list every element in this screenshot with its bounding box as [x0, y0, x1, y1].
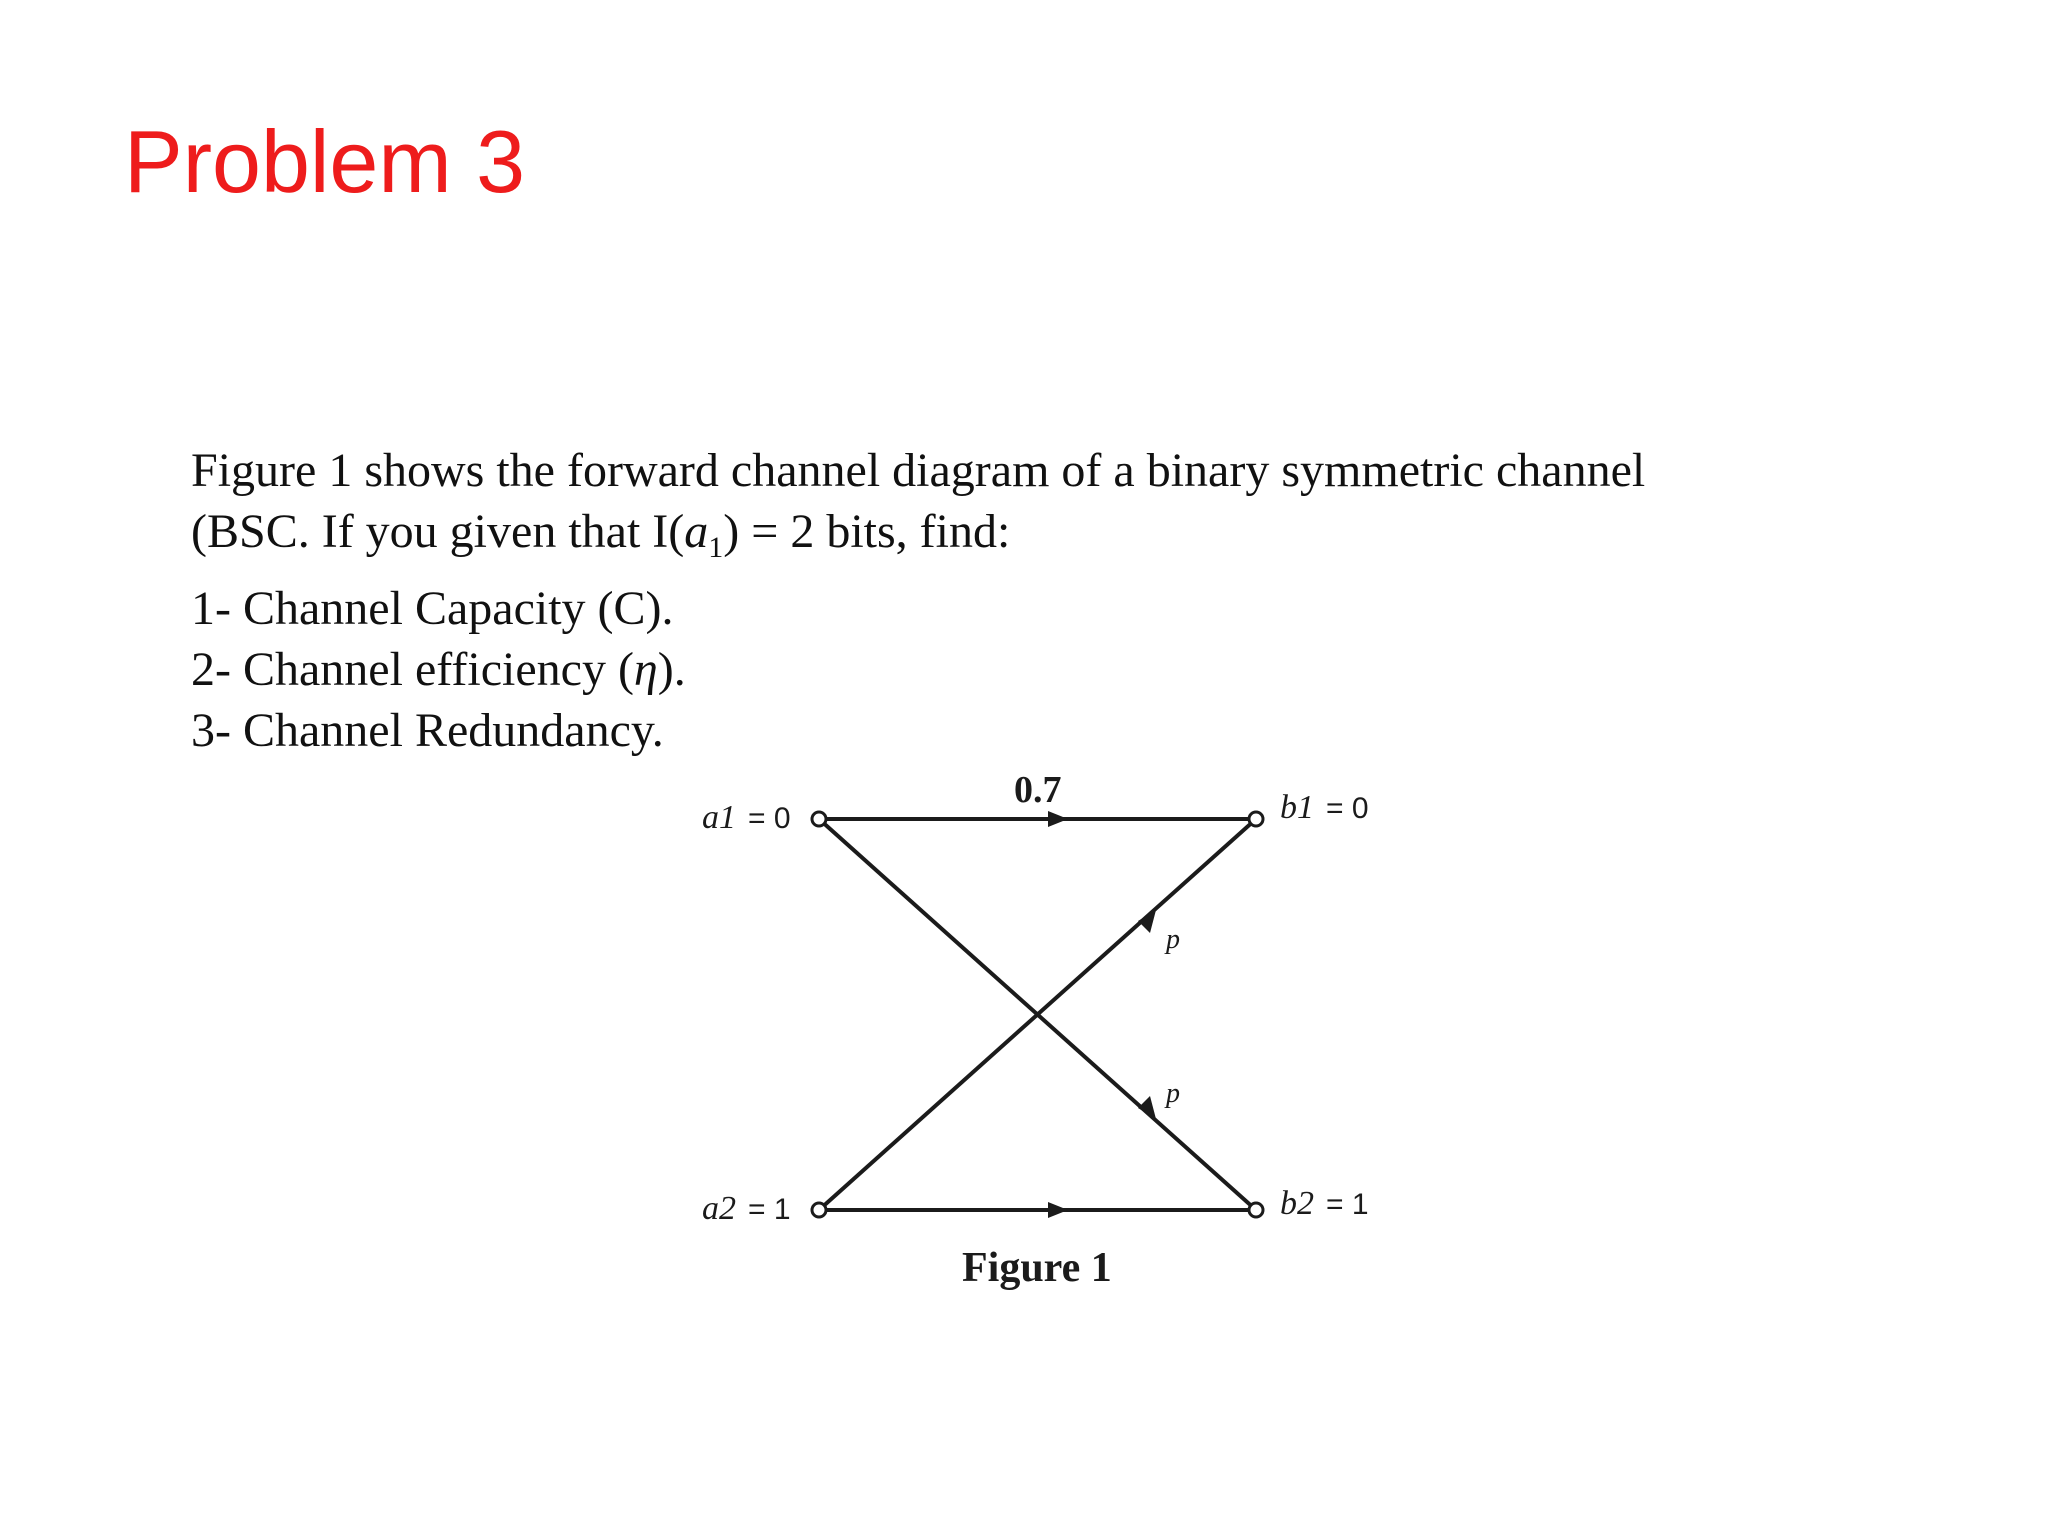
transition-prob-cross-down: p: [1166, 1078, 1180, 1109]
value-b1: = 0: [1326, 792, 1369, 825]
transition-prob-top: 0.7: [1014, 769, 1062, 811]
arrow-top-icon: [1048, 811, 1068, 827]
transition-prob-cross-up: p: [1166, 924, 1180, 955]
question-item-3: 3- Channel Redundancy.: [191, 704, 664, 757]
variable-subscript: 1: [708, 531, 724, 564]
question-item-1: 1- Channel Capacity (C).: [191, 582, 674, 635]
label-a2: a2: [702, 1190, 736, 1227]
arrow-cross-up-icon: [1138, 910, 1156, 933]
label-b1: b1: [1280, 789, 1314, 826]
node-a1: [812, 812, 826, 826]
question-item-2-suffix: ).: [657, 643, 686, 696]
value-a1: = 0: [748, 802, 791, 835]
label-b2: b2: [1280, 1185, 1314, 1222]
arrow-bottom-icon: [1048, 1202, 1068, 1218]
problem-line-2-suffix: ) = 2 bits, find:: [723, 505, 1011, 558]
value-b2: = 1: [1326, 1188, 1369, 1221]
problem-line-2-prefix: (BSC. If you given that I(: [191, 505, 685, 558]
eta-symbol: η: [633, 643, 658, 696]
problem-line-1: Figure 1 shows the forward channel diagram of a binary symmetric channel: [191, 444, 1646, 497]
slide-title: Problem 3: [124, 112, 526, 211]
question-item-2-prefix: 2- Channel efficiency (: [191, 643, 634, 696]
arrow-cross-down-icon: [1138, 1096, 1156, 1119]
node-b1: [1249, 812, 1263, 826]
label-a1: a1: [702, 799, 736, 836]
node-b2: [1249, 1203, 1263, 1217]
value-a2: = 1: [748, 1193, 791, 1226]
figure-caption: Figure 1: [962, 1245, 1112, 1291]
variable-a: a: [684, 505, 709, 558]
node-a2: [812, 1203, 826, 1217]
